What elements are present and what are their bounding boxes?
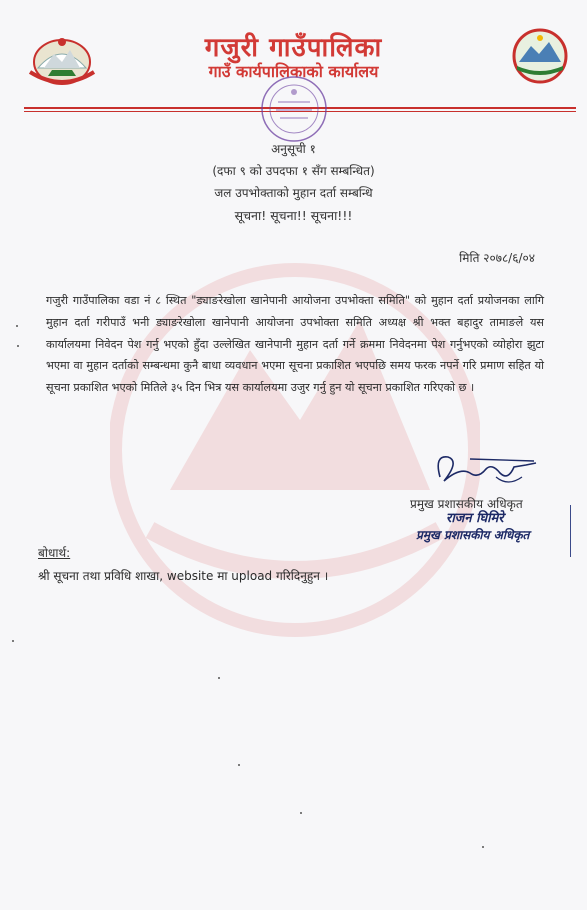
notice-date: मिति २०७८/६/०४: [459, 251, 535, 265]
notice-heading: सूचना! सूचना!! सूचना!!!: [234, 208, 353, 223]
org-name: गजुरी गाउँपालिका: [204, 33, 383, 63]
scan-speck: [218, 677, 220, 679]
scan-speck: [17, 345, 19, 347]
cc-recipient-line: श्री सूचना तथा प्रविधि शाखा, website मा upload गरिदिनुहुन ।: [38, 569, 329, 583]
signatory-designation: प्रमुख प्रशासकीय अधिकृत: [410, 497, 523, 511]
reference-line: (दफा ९ को उपदफा १ सँग सम्बन्धित): [212, 164, 375, 178]
scan-speck: [12, 640, 14, 642]
signature-scribble: [430, 447, 542, 497]
scan-speck: [16, 325, 18, 327]
notice-body: गजुरी गाउँपालिका वडा नं ८ स्थित "ड्याङरेखोला खानेपानी आयोजना उपभोक्ता समिति" को मुहान दर्ता प्रयोजनका लागि मुहान दर्ता गरीपाउँ भनी ड्याङरेखोला खानेपानी आयोजना उपभोक्ता समिति अध्यक्ष श्री भक्त बहादुर तामाङले यस कार्यालयमा निवेदन पेश गर्नु भएको हुँदा उल्लेखित खानेपानी मुहान दर्ता गर्ने क्रममा निवेदनमा पेश गर्नुभएको व्योहोरा झुटा भएमा वा मुहान दर्ताको सम्बन्धमा कुनै बाधा व्यवधान भएमा सूचना प्रकाशित भएपछि समय फरक नपर्ने गरि प्रमाण सहित यो सूचना प्रकाशित भएको मितिले ३५ दिन भित्र यस कार्यालयमा उजुर गर्नु हुन यो सूचना प्रकाशित गरिएको छ ।: [46, 294, 544, 395]
office-name: गाउँ कार्यपालिकाको कार्यालय: [208, 62, 379, 81]
schedule-label: अनुसूची १: [271, 142, 316, 156]
municipality-logo-icon: [505, 26, 575, 86]
office-seal-stamp: [248, 74, 340, 144]
subject-line: जल उपभोक्ताको मुहान दर्ता सम्बन्धि: [214, 186, 373, 200]
scan-speck: [300, 812, 302, 814]
scan-speck: [482, 846, 484, 848]
cc-label: बोधार्थ:: [38, 546, 71, 560]
stamp-bracket: [560, 505, 571, 557]
signatory-name: राजन घिमिरे: [446, 511, 504, 526]
signatory-title-stamp: प्रमुख प्रशासकीय अधिकृत: [416, 528, 530, 542]
scan-speck: [238, 764, 240, 766]
